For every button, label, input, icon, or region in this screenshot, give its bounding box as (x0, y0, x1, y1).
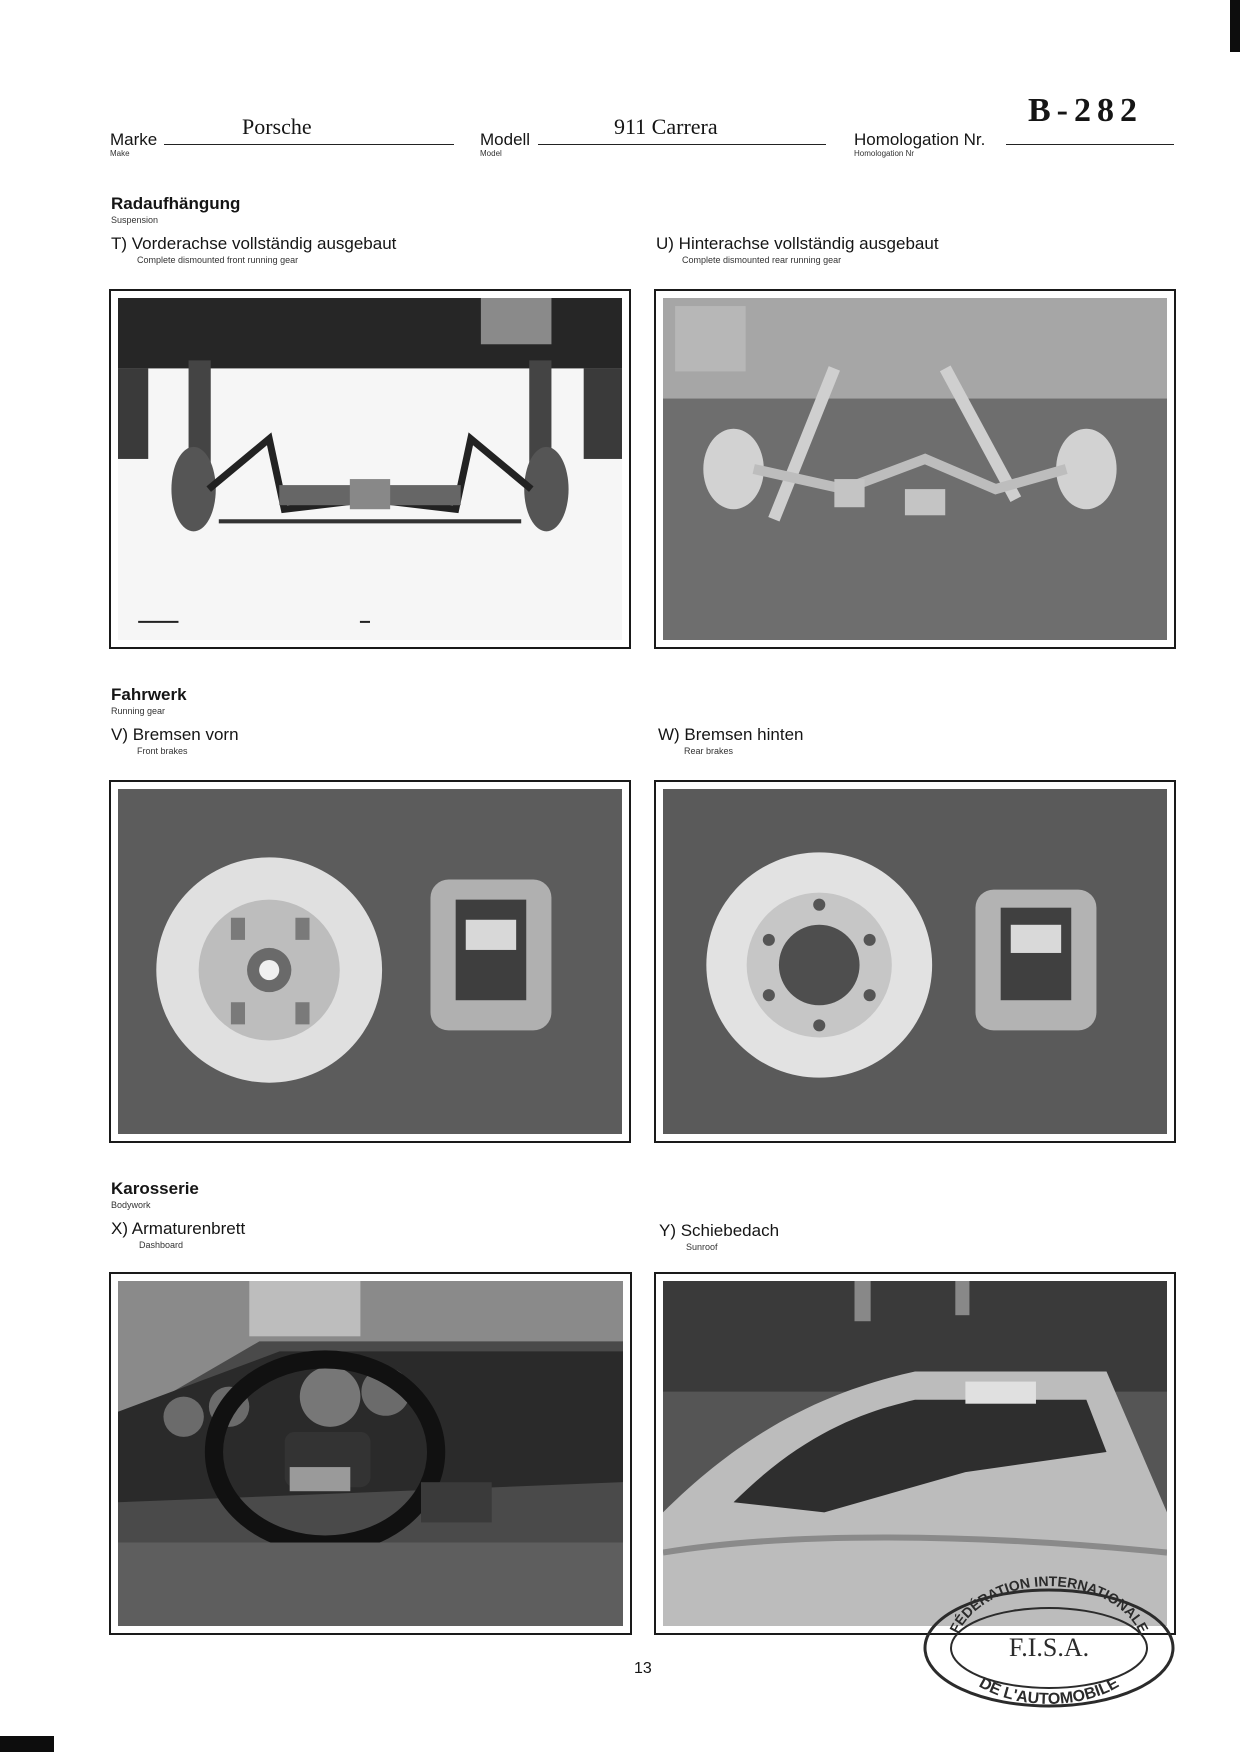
photo-front-axle (109, 289, 631, 649)
section-title-running-gear: Fahrwerk (111, 685, 187, 704)
make-value: Porsche (242, 114, 312, 139)
make-underline (164, 144, 454, 145)
make-label: Marke (110, 130, 158, 149)
section-title-suspension: Radaufhängung (111, 194, 241, 213)
caption-en-rear-brakes: Rear brakes (684, 746, 734, 756)
caption-rear-axle: U) Hinterachse vollständig ausgebaut (656, 234, 939, 253)
photo-dashboard (109, 1272, 632, 1635)
homologation-number: B-282 (1028, 92, 1143, 129)
make-label-en: Make (110, 149, 130, 158)
model-field (480, 104, 828, 164)
photo-rear-axle (654, 289, 1176, 649)
rear-axle-image (663, 298, 1167, 640)
caption-en-front-brakes: Front brakes (137, 746, 188, 756)
make-field (110, 104, 455, 164)
svg-text:FÉDÉRATION INTERNATIONALE: FÉDÉRATION INTERNATIONALE (946, 1572, 1152, 1636)
model-underline (538, 144, 826, 145)
page-number: 13 (634, 1660, 652, 1677)
svg-text:F.I.S.A.: F.I.S.A. (1008, 1633, 1090, 1662)
front-brakes-image (118, 789, 622, 1134)
scan-edge-mark-top-right (1230, 0, 1240, 52)
caption-en-dashboard: Dashboard (139, 1240, 184, 1250)
caption-front-brakes: V) Bremsen vorn (111, 725, 239, 744)
photo-front-brakes (109, 780, 631, 1143)
caption-en-rear-axle: Complete dismounted rear running gear (682, 255, 842, 265)
model-label-en: Model (480, 149, 502, 158)
homologation-label-en: Homologation Nr (854, 149, 915, 158)
caption-rear-brakes: W) Bremsen hinten (658, 725, 804, 744)
section-subtitle-running-gear: Running gear (111, 706, 166, 716)
caption-front-axle: T) Vorderachse vollständig ausgebaut (111, 234, 397, 253)
section-subtitle-bodywork: Bodywork (111, 1200, 151, 1210)
fisa-stamp (918, 1560, 1180, 1710)
scan-edge-mark-bottom-left (0, 1736, 54, 1752)
rear-brakes-image (663, 789, 1167, 1134)
homologation-label: Homologation Nr. (854, 130, 986, 149)
model-label: Modell (480, 130, 531, 149)
photo-rear-brakes (654, 780, 1176, 1143)
caption-sunroof: Y) Schiebedach (659, 1221, 780, 1240)
caption-en-front-axle: Complete dismounted front running gear (137, 255, 299, 265)
section-subtitle-suspension: Suspension (111, 215, 159, 225)
caption-en-sunroof: Sunroof (686, 1242, 718, 1252)
section-title-bodywork: Karosserie (111, 1179, 199, 1198)
svg-text:DE L'AUTOMOBILE: DE L'AUTOMOBILE (976, 1674, 1122, 1709)
front-axle-image (118, 298, 622, 640)
homologation-underline (1006, 144, 1174, 145)
dashboard-image (118, 1281, 623, 1626)
model-value: 911 Carrera (614, 114, 718, 139)
caption-dashboard: X) Armaturenbrett (111, 1219, 246, 1238)
fisa-stamp-seal (918, 1560, 1180, 1710)
